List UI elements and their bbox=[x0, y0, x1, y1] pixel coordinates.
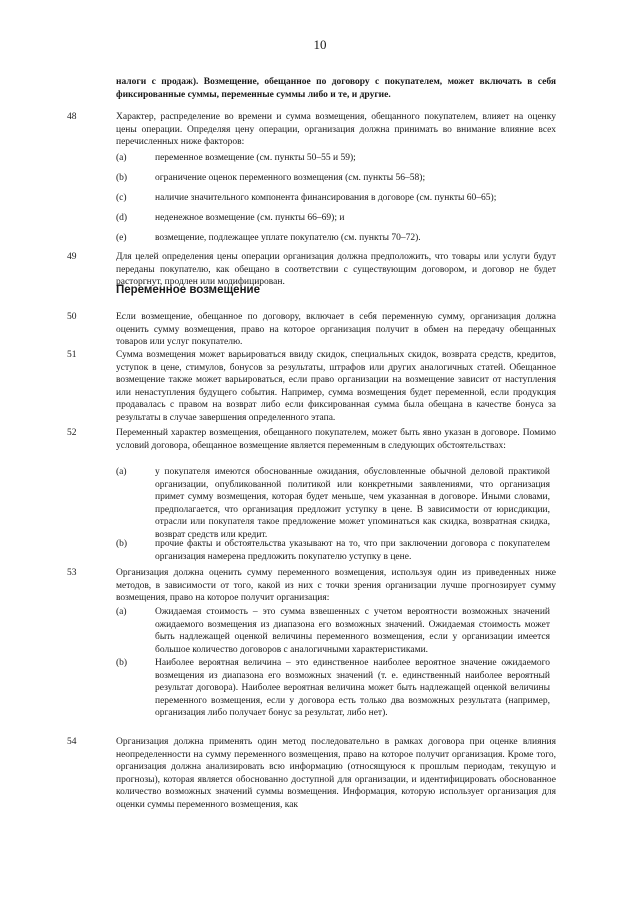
list-item: неденежное возмещение (см. пункты 66–69); и bbox=[155, 213, 345, 223]
item-label: (c) bbox=[116, 193, 127, 203]
paragraph-number-51: 51 bbox=[67, 350, 77, 360]
item-label: (b) bbox=[116, 539, 128, 549]
paragraph-number-50: 50 bbox=[67, 312, 77, 322]
list-item: наличие значительного компонента финансирования в договоре (см. пункты 60–65); bbox=[155, 193, 497, 203]
paragraph-number-54: 54 bbox=[67, 737, 77, 747]
list-item: Ожидаемая стоимость – это сумма взвешенных с учетом вероятности возможных значений ожидаемого возмещения из диапазона его возможных значений. Ожидаемая стоимость может быть надлежащей оценкой величины переменного возмещения, если у организации имеется большое количество договоров с аналогичными характеристиками. bbox=[155, 607, 550, 655]
item-label: (b) bbox=[116, 658, 128, 668]
paragraph-54: Организация должна применять один метод последовательно в рамках договора при оценке влияния неопределенности на сумму переменного возмещения, право на которое получит организация. Кроме того, организация должна анализировать всю информацию (относящуюся к прошлым периодам, текущую и прогнозы), которая является обоснованно доступной для организации, и идентифицировать обоснованное количество возможных значений суммы возмещения. Информация, которую использует организация для оценки суммы переменного возмещения, как bbox=[116, 737, 556, 810]
page-number: 10 bbox=[313, 37, 327, 52]
item-label: (b) bbox=[116, 173, 128, 183]
list-item: возмещение, подлежащее уплате покупателю (см. пункты 70–72). bbox=[155, 233, 421, 243]
list-item: прочие факты и обстоятельства указывают на то, что при заключении договора с покупателем организация намерена предложить покупателю уступку в цене. bbox=[155, 539, 550, 562]
list-item: у покупателя имеются обоснованные ожидания, обусловленные обычной деловой практикой организации, опубликованной политикой или конкретными заявлениями, что организация примет сумму возмещения, которая будет меньше, чем указанная в договоре. Иными словами, предполагается, что организация предложит уступку в цене. В зависимости от юрисдикции, отрасли или покупателя такое предложение может упоминаться как скидка, возвратная скидка, возврат средств или кредит. bbox=[155, 467, 550, 540]
section-heading: Переменное возмещение bbox=[116, 284, 260, 296]
paragraph-number-52: 52 bbox=[67, 428, 77, 438]
paragraph-52: Переменный характер возмещения, обещанного покупателем, может быть явно указан в договоре. Помимо условий договора, обещанное возмещение является переменным в следующих обстоятельствах: bbox=[116, 428, 556, 451]
list-item: Наиболее вероятная величина – это единственное наиболее вероятное значение ожидаемого возмещения из диапазона его возможных значений (т. е. единственный наиболее вероятный результат договора). Наиболее вероятная величина может быть надлежащей оценкой величины переменного возмещения, если у договора есть только два возможных результата (например, организация либо получает бонус за результат, либо нет). bbox=[155, 658, 550, 719]
paragraph-number-49: 49 bbox=[67, 252, 77, 262]
paragraph-51: Сумма возмещения может варьироваться ввиду скидок, специальных скидок, возврата средств, кредитов, уступок в цене, стимулов, бонусов за результаты, штрафов или других аналогичных статей. Обещанное возмещение также может варьироваться, если право организации на возмещение зависит от наступления или ненаступления будущего события. Например, сумма возмещения будет переменной, если продукция продавалась с правом на возврат либо если фиксированная сумма была обещана в качестве бонуса за результаты в случае завершения определенного этапа. bbox=[116, 350, 556, 423]
paragraph-number-53: 53 bbox=[67, 568, 77, 578]
item-label: (d) bbox=[116, 213, 128, 223]
paragraph-53: Организация должна оценить сумму переменного возмещения, используя один из приведенных ниже методов, в зависимости от того, какой из них с точки зрения организации лучше прогнозирует сумму возмещения, право на которое получит организация: bbox=[116, 568, 556, 604]
paragraph-49: Для целей определения цены операции организация должна предположить, что товары или услуги будут переданы покупателю, как обещано в соответствии с существующим договором, и договор не будет расторгнут, продлен или модифицирован. bbox=[116, 252, 556, 288]
item-label: (a) bbox=[116, 607, 127, 617]
intro-paragraph: налоги с продаж). Возмещение, обещанное по договору с покупателем, может включать в себя фиксированные суммы, переменные суммы либо и те, и другие. bbox=[116, 77, 556, 100]
paragraph-number-48: 48 bbox=[67, 112, 77, 122]
list-item: переменное возмещение (см. пункты 50–55 и 59); bbox=[155, 153, 356, 163]
item-label: (a) bbox=[116, 153, 127, 163]
item-label: (a) bbox=[116, 467, 127, 477]
item-label: (e) bbox=[116, 233, 127, 243]
paragraph-48: Характер, распределение во времени и сумма возмещения, обещанного покупателем, влияет на оценку цены операции. Определяя цену операции, организация должна принимать во внимание влияние всех перечисленных ниже факторов: bbox=[116, 112, 556, 148]
paragraph-50: Если возмещение, обещанное по договору, включает в себя переменную сумму, организация должна оценить сумму возмещения, право на которое организация получит в обмен на передачу обещанных товаров или услуг покупателю. bbox=[116, 312, 556, 348]
list-item: ограничение оценок переменного возмещения (см. пункты 56–58); bbox=[155, 173, 426, 183]
